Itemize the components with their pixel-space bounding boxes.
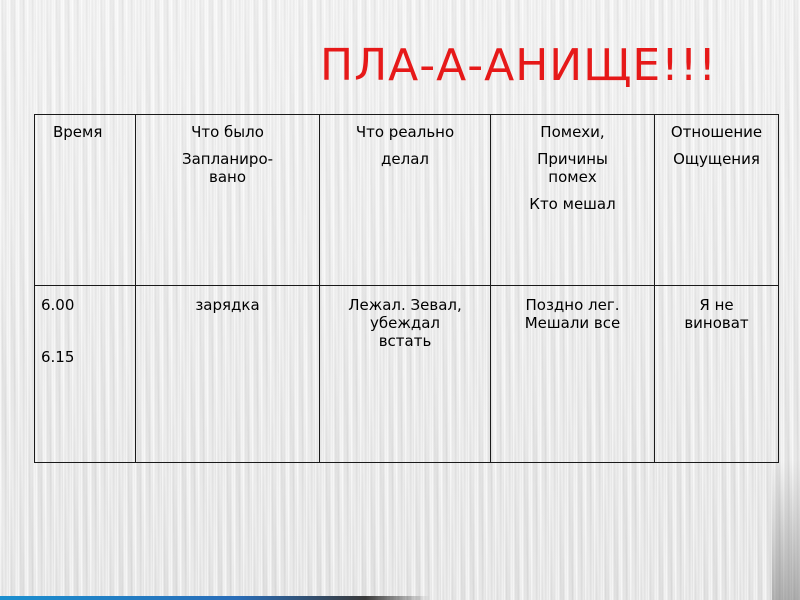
header-obstacles-line-2: Причины [537,150,608,168]
slide-title: ПЛА-А-АНИЩЕ!!! [320,40,718,91]
actual-line-3: встать [378,332,432,350]
cell-actual [320,286,491,463]
header-actual-line-2: делал [381,150,429,168]
feelings-line-2: виноват [684,314,749,332]
actual-line-1: Лежал. Зевал, [348,296,462,314]
header-feelings-line-1: Отношение [670,123,763,141]
plan-table [34,114,779,463]
cell-obstacles [491,286,655,463]
header-feelings-line-2: Ощущения [673,150,760,168]
header-obstacles [491,115,655,286]
header-time-label: Время [53,123,103,141]
time-start: 6.00 [41,296,75,314]
feelings-line-1: Я не [699,296,734,314]
header-planned [136,115,320,286]
cell-feelings [655,286,779,463]
planned-text: зарядка [195,296,260,314]
cell-time [35,286,136,463]
header-feelings [655,115,779,286]
time-end: 6.15 [41,348,75,366]
header-row [35,115,779,286]
header-obstacles-line-3: помех [548,168,597,186]
cell-planned [136,286,320,463]
table-row [35,286,779,463]
header-time [35,115,136,286]
header-actual [320,115,491,286]
bottom-accent-stripe [0,596,430,600]
header-planned-line-1: Что было [191,123,264,141]
corner-shadow [772,460,800,600]
header-planned-line-2: Запланиро- [181,150,274,168]
obstacles-line-2: Мешали все [524,314,621,332]
header-obstacles-line-4: Кто мешал [529,195,616,213]
actual-line-2: убеждал [369,314,441,332]
header-planned-line-3: вано [208,168,247,186]
header-actual-line-1: Что реально [355,123,455,141]
header-obstacles-line-1: Помехи, [540,123,605,141]
obstacles-line-1: Поздно лег. [525,296,620,314]
